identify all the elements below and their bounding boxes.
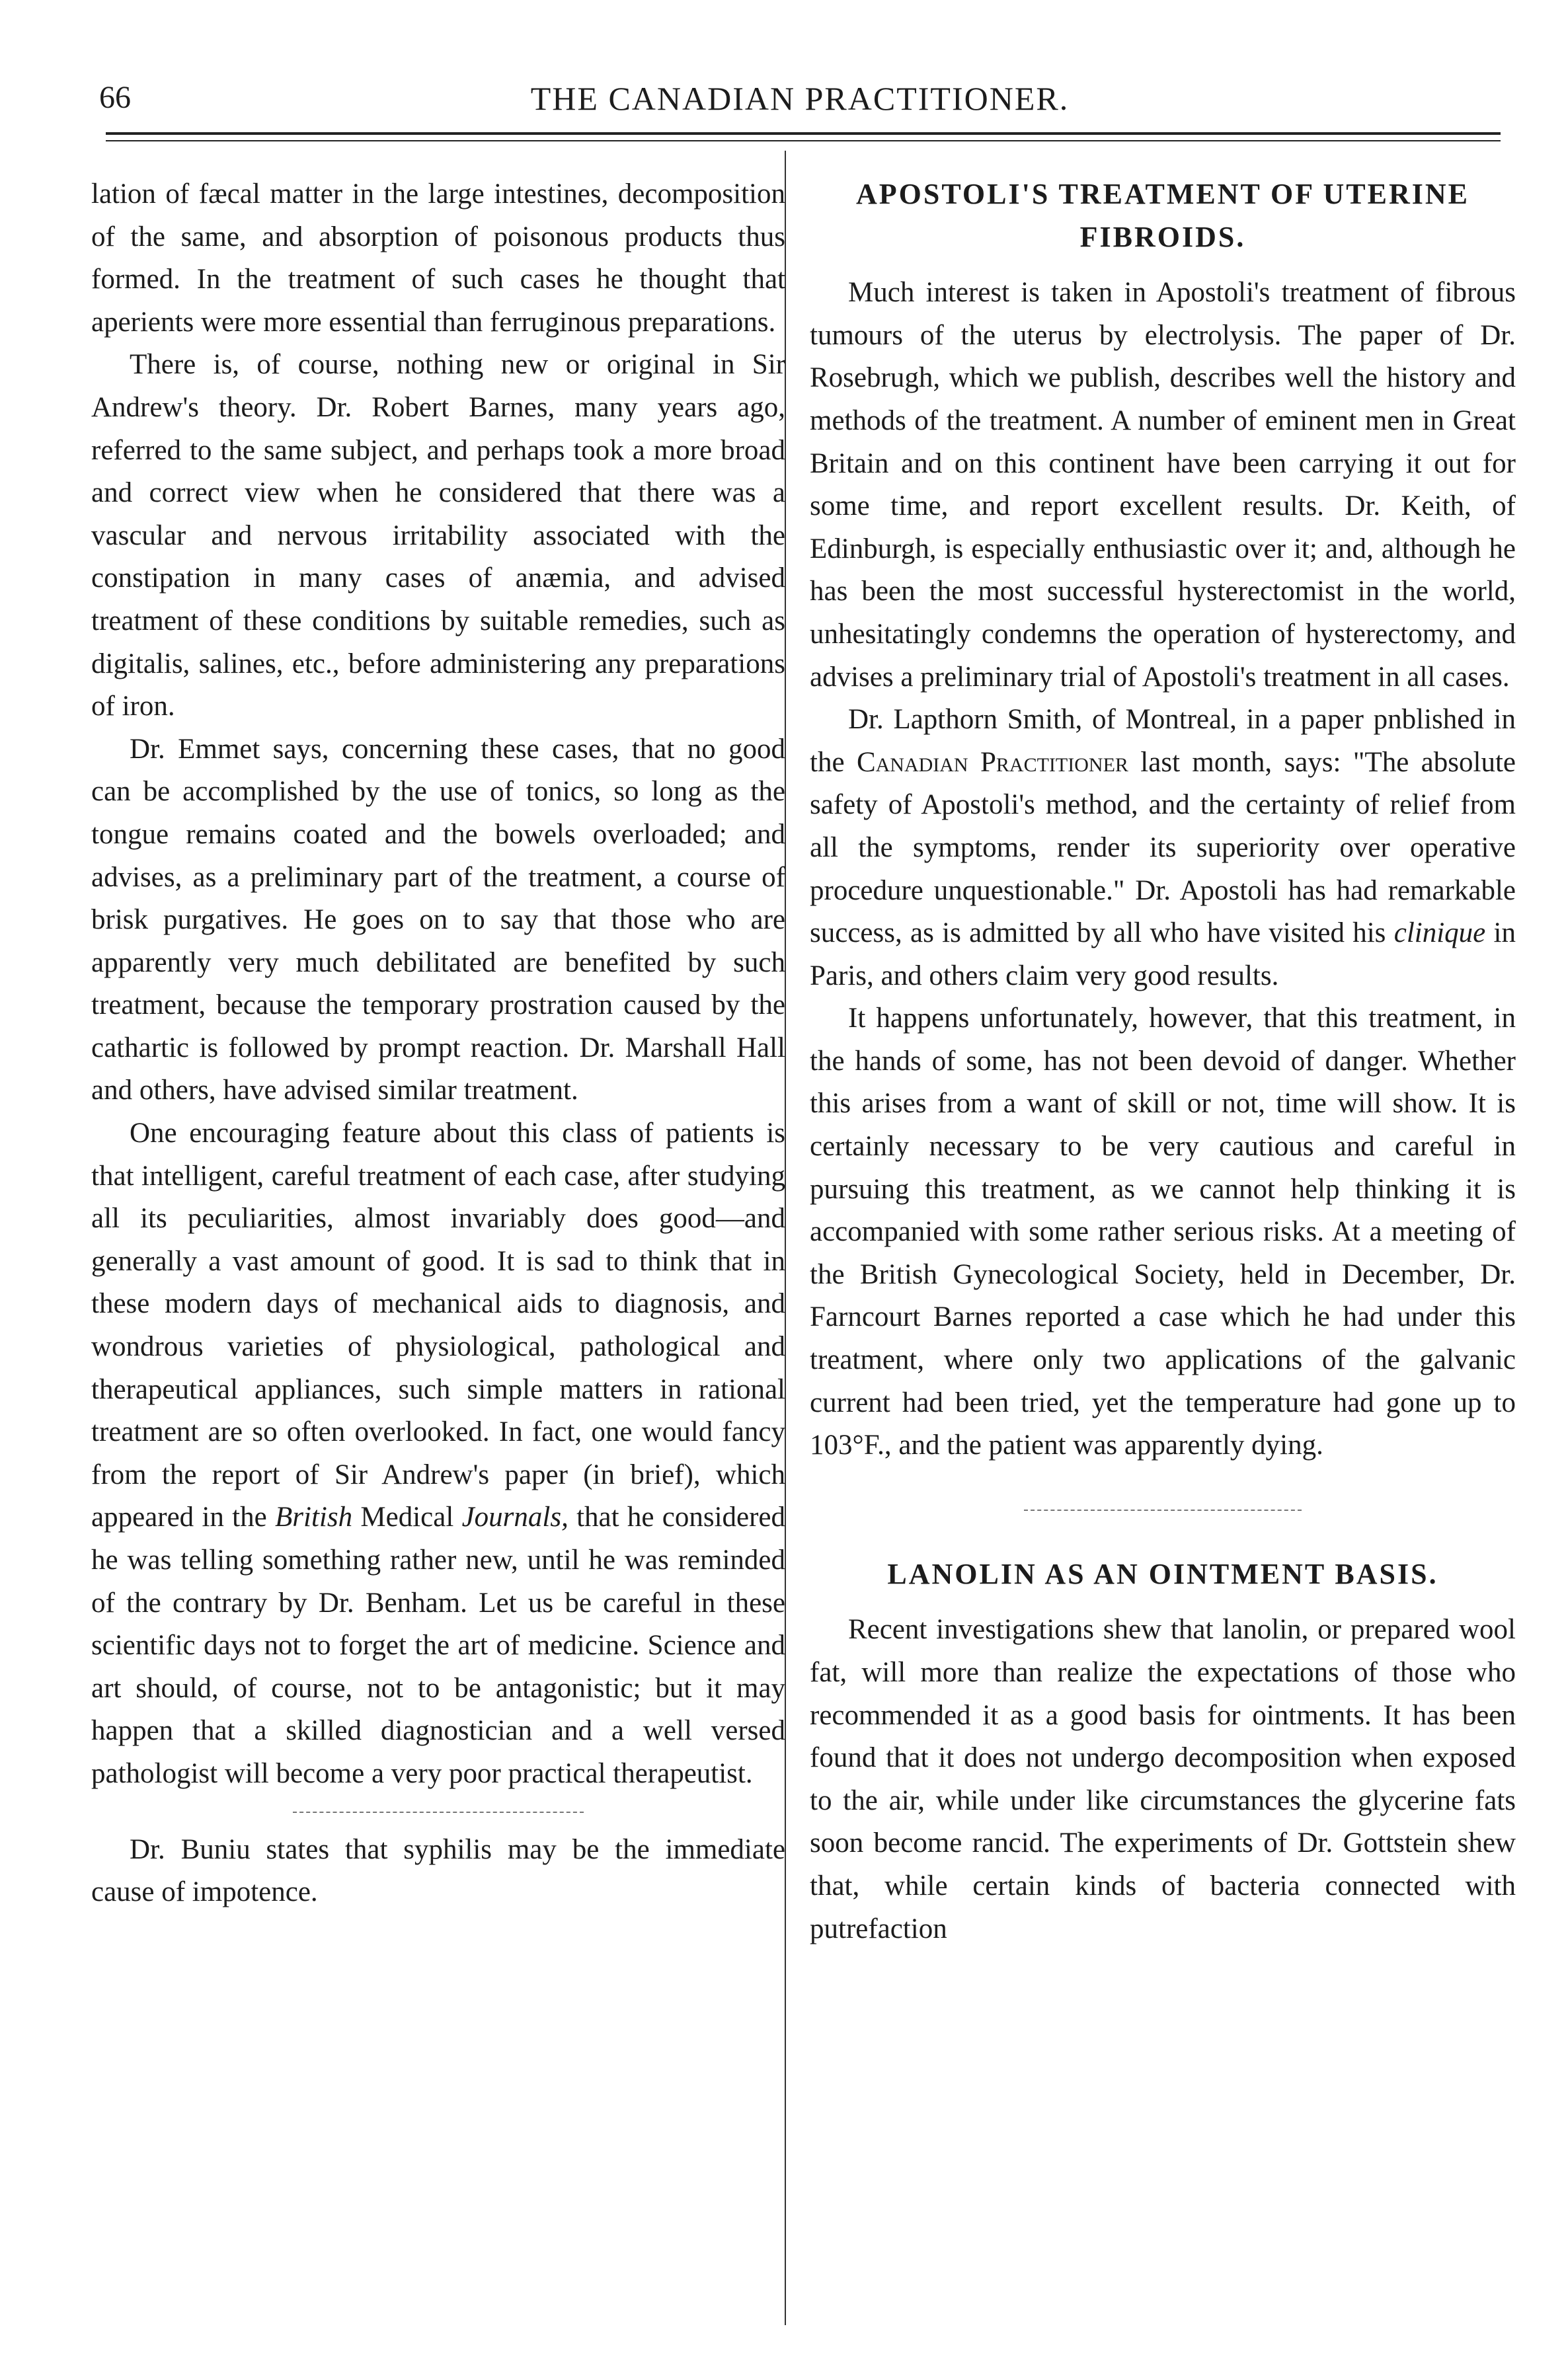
left-paragraph-4-text-mid: Medical (352, 1502, 462, 1533)
clinique-italic: clinique (1393, 917, 1486, 949)
article-heading-lanolin: LANOLIN AS AN OINTMENT BASIS. (887, 1557, 1438, 1590)
right-paragraph-2-text-c: in Paris, and others claim very good results. (810, 917, 1516, 991)
page-header (99, 71, 1501, 124)
left-paragraph-4-text-b: that he considered he was telling something rather new, until he was reminded of the contrary by Dr. Benham. Let us be careful in these scientific days not to forget the art of medicine. Science and art should, of course, not to be antagonistic; but it may happen that a skilled diagnostician and a well versed pathologist will become a very poor practical therapeutist. (91, 1502, 786, 1789)
journal-title-journals: Journals, (461, 1502, 568, 1533)
header-rule-thick (106, 132, 1501, 135)
right-paragraph-2-text-a: Dr. Lapthorn Smith, of Montreal, in a paper pnblished in the (810, 704, 1516, 778)
left-paragraph-1: lation of fæcal matter in the large intestines, decomposition of the same, and absorption of poisonous products thus formed. In the treatment of such cases he thought that aperients were more essential than ferruginous preparations. (91, 178, 785, 338)
page-number: 66 (99, 80, 131, 115)
journal-title-canadian-practitioner: Canadian Practitioner (856, 746, 1128, 778)
left-paragraph-4 (91, 1112, 785, 1796)
running-title: THE CANADIAN PRACTITIONER. (530, 80, 1070, 117)
journal-title-british: British (275, 1502, 353, 1533)
right-paragraph-2-text-b: last month, says: "The absolute safety of Apostoli's method, and the certainty of relief from all the symptoms, render its superiority over operative procedure unquestionable." Dr. Apostoli has had remarkable success, as is admitted by all who have visited his (810, 746, 1516, 949)
header-rule-thin (106, 140, 1501, 141)
right-paragraph-1: Much interest is taken in Apostoli's treatment of fibrous tumours of the uterus by electrolysis. The paper of Dr. Rosebrugh, which we publish, describes well the history and methods of the treatment. A number of eminent men in Great Britain and on this continent have been carrying it out for some time, and report excellent results. Dr. Keith, of Edinburgh, is especially enthusiastic over it; and, although he has been the most successful hysterectomist in the world, unhesitatingly condemns the operation of hysterectomy, and advises a preliminary trial of Apostoli's treatment in all cases. (810, 277, 1516, 693)
left-paragraph-5: Dr. Buniu states that syphilis may be the immediate cause of impotence. (91, 1833, 785, 1908)
right-paragraph-4: Recent investigations shew that lanolin, or prepared wool fat, will more than realize the expectations of those who recommended it as a good basis for ointments. It has been found that it does not undergo decomposition when exposed to the air, while under like circumstances the glycerine fats soon become rancid. The experiments of Dr. Gottstein shew that, while certain kinds of bacteria connected with putrefaction (810, 1614, 1516, 1944)
left-column (91, 173, 785, 1914)
section-separator (91, 1796, 785, 1829)
left-paragraph-2: There is, of course, nothing new or original in Sir Andrew's theory. Dr. Robert Barnes, many years ago, referred to the same subject, and perhaps took a more broad and correct view when he considered that there was a vascular and nervous irritability associated with the constipation in many cases of anæmia, and advised treatment of these conditions by suitable remedies, such as digitalis, salines, etc., before administering any preparations of iron. (91, 349, 785, 722)
right-paragraph-3: It happens unfortunately, however, that this treatment, in the hands of some, has not been devoid of danger. Whether this arises from a want of skill or not, time will show. It is certainly necessary to be very cautious and careful in pursuing this treatment, as we cannot help thinking it is accompanied with some rather serious risks. At a meeting of the British Gynecological Society, held in December, Dr. Farncourt Barnes reported a case which he had under this treatment, where only two applications of the galvanic current had been tried, yet the temperature had gone up to 103°F., and the patient was apparently dying. (810, 1003, 1516, 1461)
right-paragraph-2 (810, 699, 1516, 997)
article-heading-apostoli: APOSTOLI'S TREATMENT OF UTERINE FIBROIDS. (856, 178, 1469, 253)
article-separator (810, 1467, 1516, 1553)
right-column (810, 173, 1516, 1950)
left-paragraph-4-text-a: One encouraging feature about this class of patients is that intelligent, careful treatment of each case, after studying all its peculiarities, almost invariably does good—and generally a vast amount of good. It is sad to think that in these modern days of mechanical aids to diagnosis, and wondrous varieties of physiological, pathological and therapeutical appliances, such simple matters in rational treatment are so often overlooked. In fact, one would fancy from the report of Sir Andrew's paper (in brief), which appeared in the (91, 1118, 785, 1533)
left-paragraph-3: Dr. Emmet says, concerning these cases, that no good can be accomplished by the use of tonics, so long as the tongue remains coated and the bowels overloaded; and advises, as a preliminary part of the treatment, a course of brisk purgatives. He goes on to say that those who are apparently very much debilitated are benefited by such treatment, because the temporary prostration caused by the cathartic is followed by prompt reaction. Dr. Marshall Hall and others, have advised similar treatment. (91, 733, 785, 1106)
